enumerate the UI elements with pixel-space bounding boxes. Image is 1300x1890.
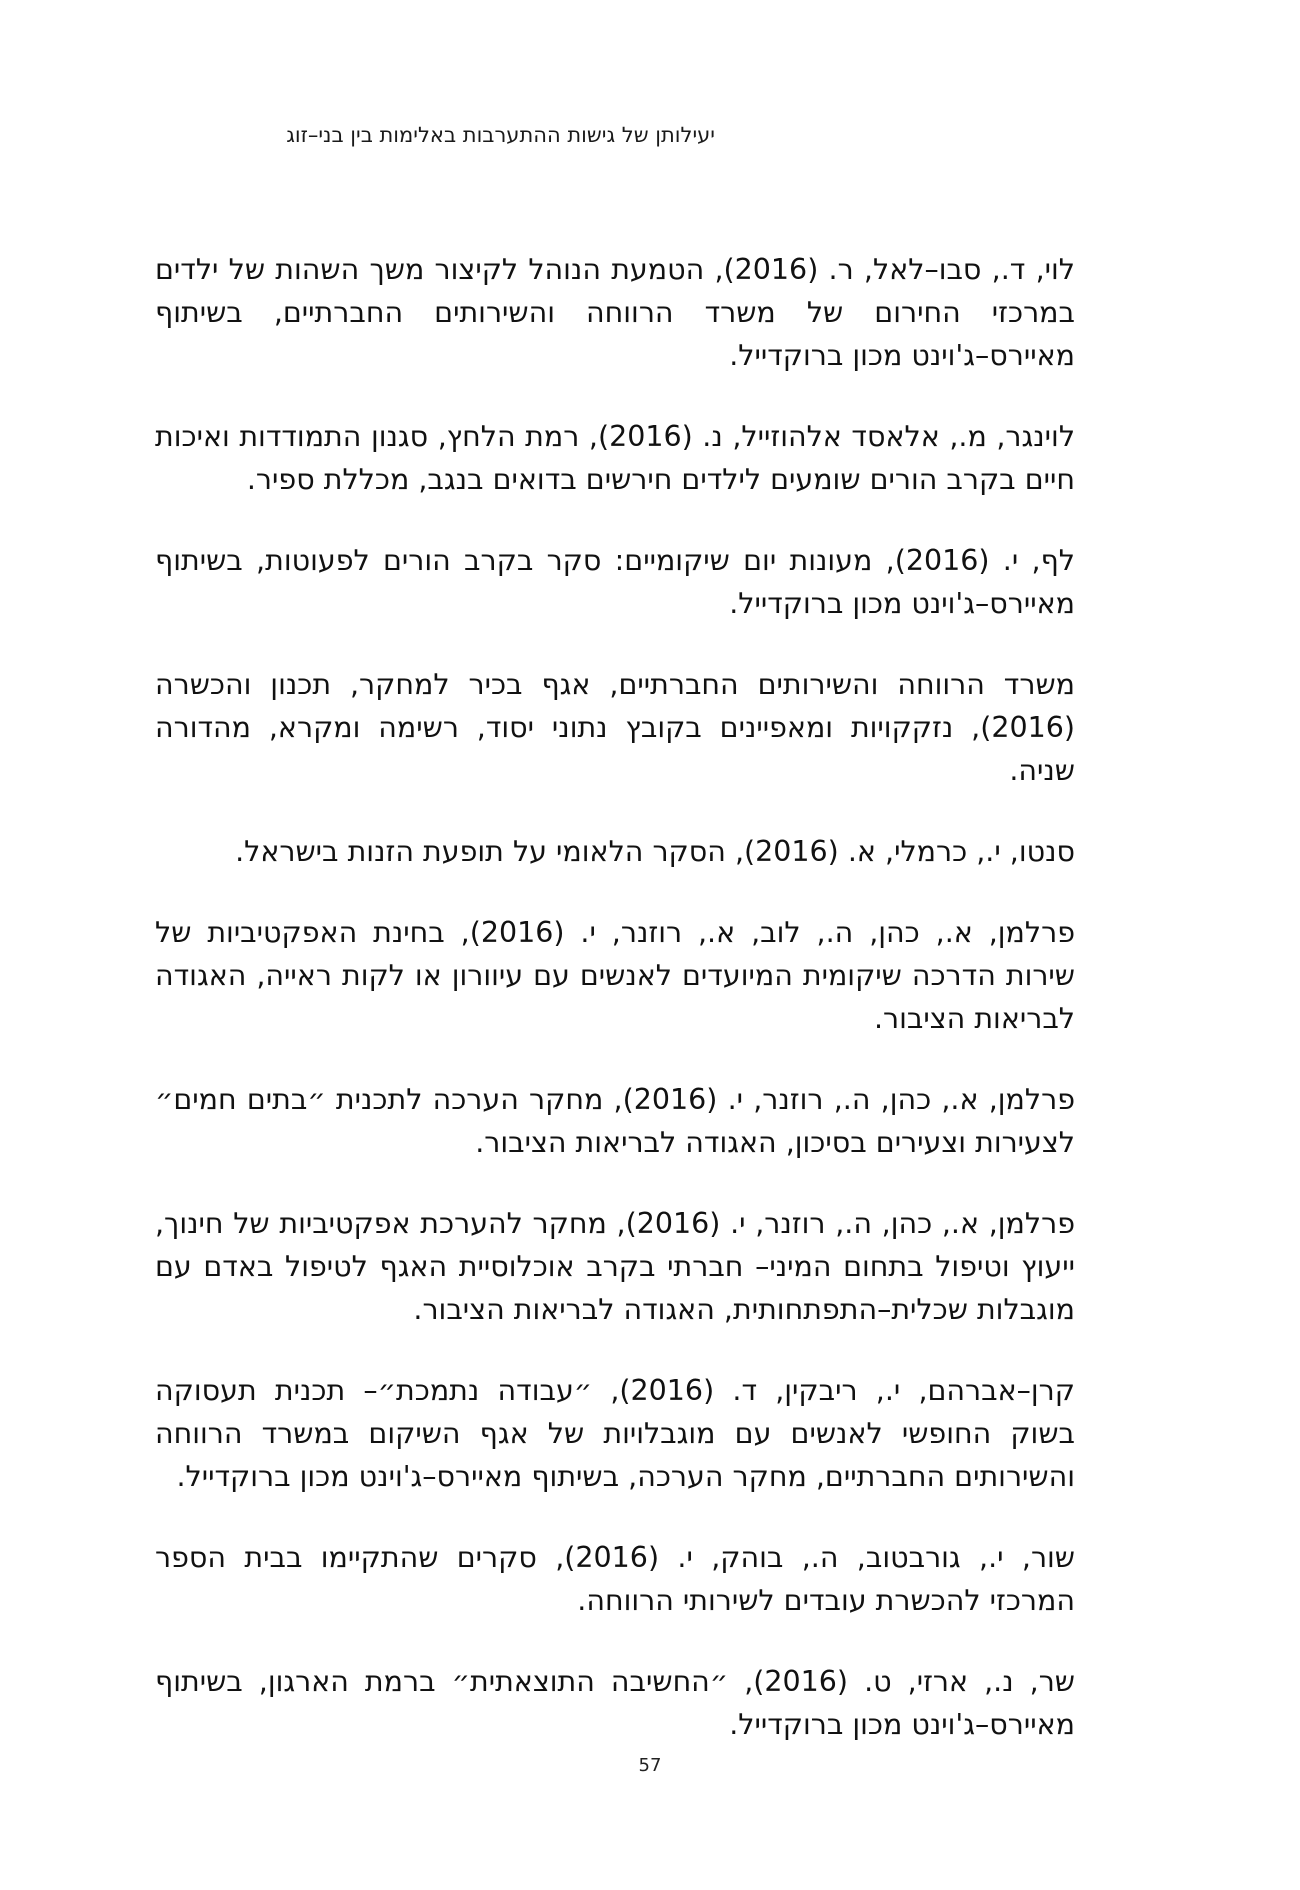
page-number: 57 [638,1755,662,1776]
reference-entry: לוינגר, מ., אלאסד אלהוזייל, נ. (2016), רמת הלחץ, סגנון התמודדות ואיכות חיים בקרב הורים שומעים לילדים חירשים בדואים בנגב, מכללת ספיר. [155,420,1076,496]
reference-entry: לוי, ד., סבו–לאל, ר. (2016), הטמעת הנוהל לקיצור משך השהות של ילדים במרכזי החירום של משרד הרווחה והשירותים החברתיים, בשיתוף מאיירס–ג'וינט מכון ברוקדייל. [155,253,1075,372]
reference-entry: שר, נ., ארזי, ט. (2016), ״החשיבה התוצאתית״ ברמת הארגון, בשיתוף מאיירס–ג'וינט מכון ברוקדייל. [155,1665,1075,1741]
reference-entry: פרלמן, א., כהן, ה., לוב, א., רוזנר, י. (2016), בחינת האפקטיביות של שירות הדרכה שיקומית המיועדים לאנשים עם עיוורון או לקות ראייה, האגודה לבריאות הציבור. [155,916,1075,1035]
running-header-title: יעילותן של גישות ההתערבות באלימות בין בני–זוג [286,123,715,147]
reference-entry: משרד הרווחה והשירותים החברתיים, אגף בכיר למחקר, תכנון והכשרה (2016), נזקקויות ומאפיינים בקובץ נתוני יסוד, רשימה ומקרא, מהדורה שניה. [155,668,1075,787]
reference-entry: לף, י. (2016), מעונות יום שיקומיים: סקר בקרב הורים לפעוטות, בשיתוף מאיירס–ג'וינט מכון ברוקדייל. [155,544,1075,620]
reference-entry: פרלמן, א., כהן, ה., רוזנר, י. (2016), מחקר הערכה לתכנית ״בתים חמים״ לצעירות וצעירים בסיכון, האגודה לבריאות הציבור. [155,1083,1075,1159]
reference-entry: שור, י., גורבטוב, ה., בוהק, י. (2016), סקרים שהתקיימו בבית הספר המרכזי להכשרת עובדים לשירותי הרווחה. [155,1541,1075,1617]
reference-entry: קרן–אברהם, י., ריבקין, ד. (2016), ״עבודה נתמכת״– תכנית תעסוקה בשוק החופשי לאנשים עם מוגבלויות של אגף השיקום במשרד הרווחה והשירותים החברתיים, מחקר הערכה, בשיתוף מאיירס–ג'וינט מכון ברוקדייל. [155,1374,1075,1493]
reference-list [155,248,1075,1784]
reference-entry: פרלמן, א., כהן, ה., רוזנר, י. (2016), מחקר להערכת אפקטיביות של חינוך, ייעוץ וטיפול בתחום המיני– חברתי בקרב אוכלוסיית האגף לטיפול באדם עם מוגבלות שכלית–התפתחותית, האגודה לבריאות הציבור. [155,1207,1075,1326]
reference-entry: סנטו, י., כרמלי, א. (2016), הסקר הלאומי על תופעת הזנות בישראל. [235,835,1075,868]
